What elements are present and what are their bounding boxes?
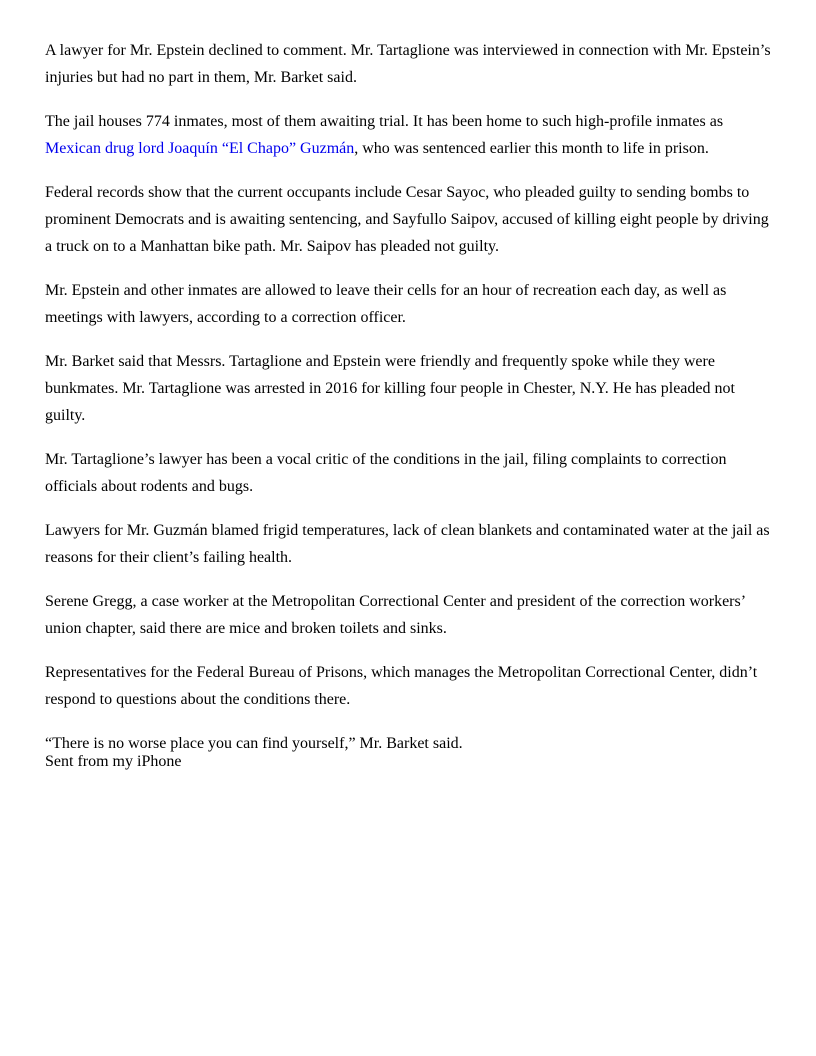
- el-chapo-link[interactable]: Mexican drug lord Joaquín “El Chapo” Guzmán: [45, 140, 355, 157]
- email-signature: Sent from my iPhone: [45, 753, 182, 770]
- paragraph-epstein-lawyer: A lawyer for Mr. Epstein declined to comment. Mr. Tartaglione was interviewed in connection with Mr. Epstein’s injuries but had no part in them, Mr. Barket said.: [45, 42, 771, 86]
- paragraph-jail-inmates-before: The jail houses 774 inmates, most of them awaiting trial. It has been home to such high-profile inmates as: [45, 113, 724, 130]
- paragraph-bunkmates: Mr. Barket said that Messrs. Tartaglione and Epstein were friendly and frequently spoke while they were bunkmates. Mr. Tartaglione was arrested in 2016 for killing four people in Chester, N.Y. He has pleaded not guilty.: [45, 353, 735, 424]
- paragraph-federal-records: Federal records show that the current occupants include Cesar Sayoc, who pleaded guilty to sending bombs to prominent Democrats and is awaiting sentencing, and Sayfullo Saipov, accused of killing eight people by driving a truck on to a Manhattan bike path. Mr. Saipov has pleaded not guilty.: [45, 184, 769, 255]
- paragraph-serene-gregg: Serene Gregg, a case worker at the Metropolitan Correctional Center and president of the correction workers’ union chapter, said there are mice and broken toilets and sinks.: [45, 593, 745, 637]
- paragraph-guzman-health: Lawyers for Mr. Guzmán blamed frigid temperatures, lack of clean blankets and contaminated water at the jail as reasons for their client’s failing health.: [45, 522, 770, 566]
- paragraph-closing-quote: “There is no worse place you can find yourself,” Mr. Barket said.: [45, 735, 463, 752]
- paragraph-jail-inmates-after: , who was sentenced earlier this month to life in prison.: [354, 140, 709, 157]
- email-body: [45, 37, 777, 771]
- paragraph-recreation: Mr. Epstein and other inmates are allowed to leave their cells for an hour of recreation each day, as well as meetings with lawyers, according to a correction officer.: [45, 282, 727, 326]
- paragraph-bureau-of-prisons: Representatives for the Federal Bureau of Prisons, which manages the Metropolitan Correctional Center, didn’t respond to questions about the conditions there.: [45, 664, 758, 708]
- paragraph-jail-inmates: [45, 108, 777, 162]
- paragraph-vocal-critic: Mr. Tartaglione’s lawyer has been a vocal critic of the conditions in the jail, filing complaints to correction officials about rodents and bugs.: [45, 451, 727, 495]
